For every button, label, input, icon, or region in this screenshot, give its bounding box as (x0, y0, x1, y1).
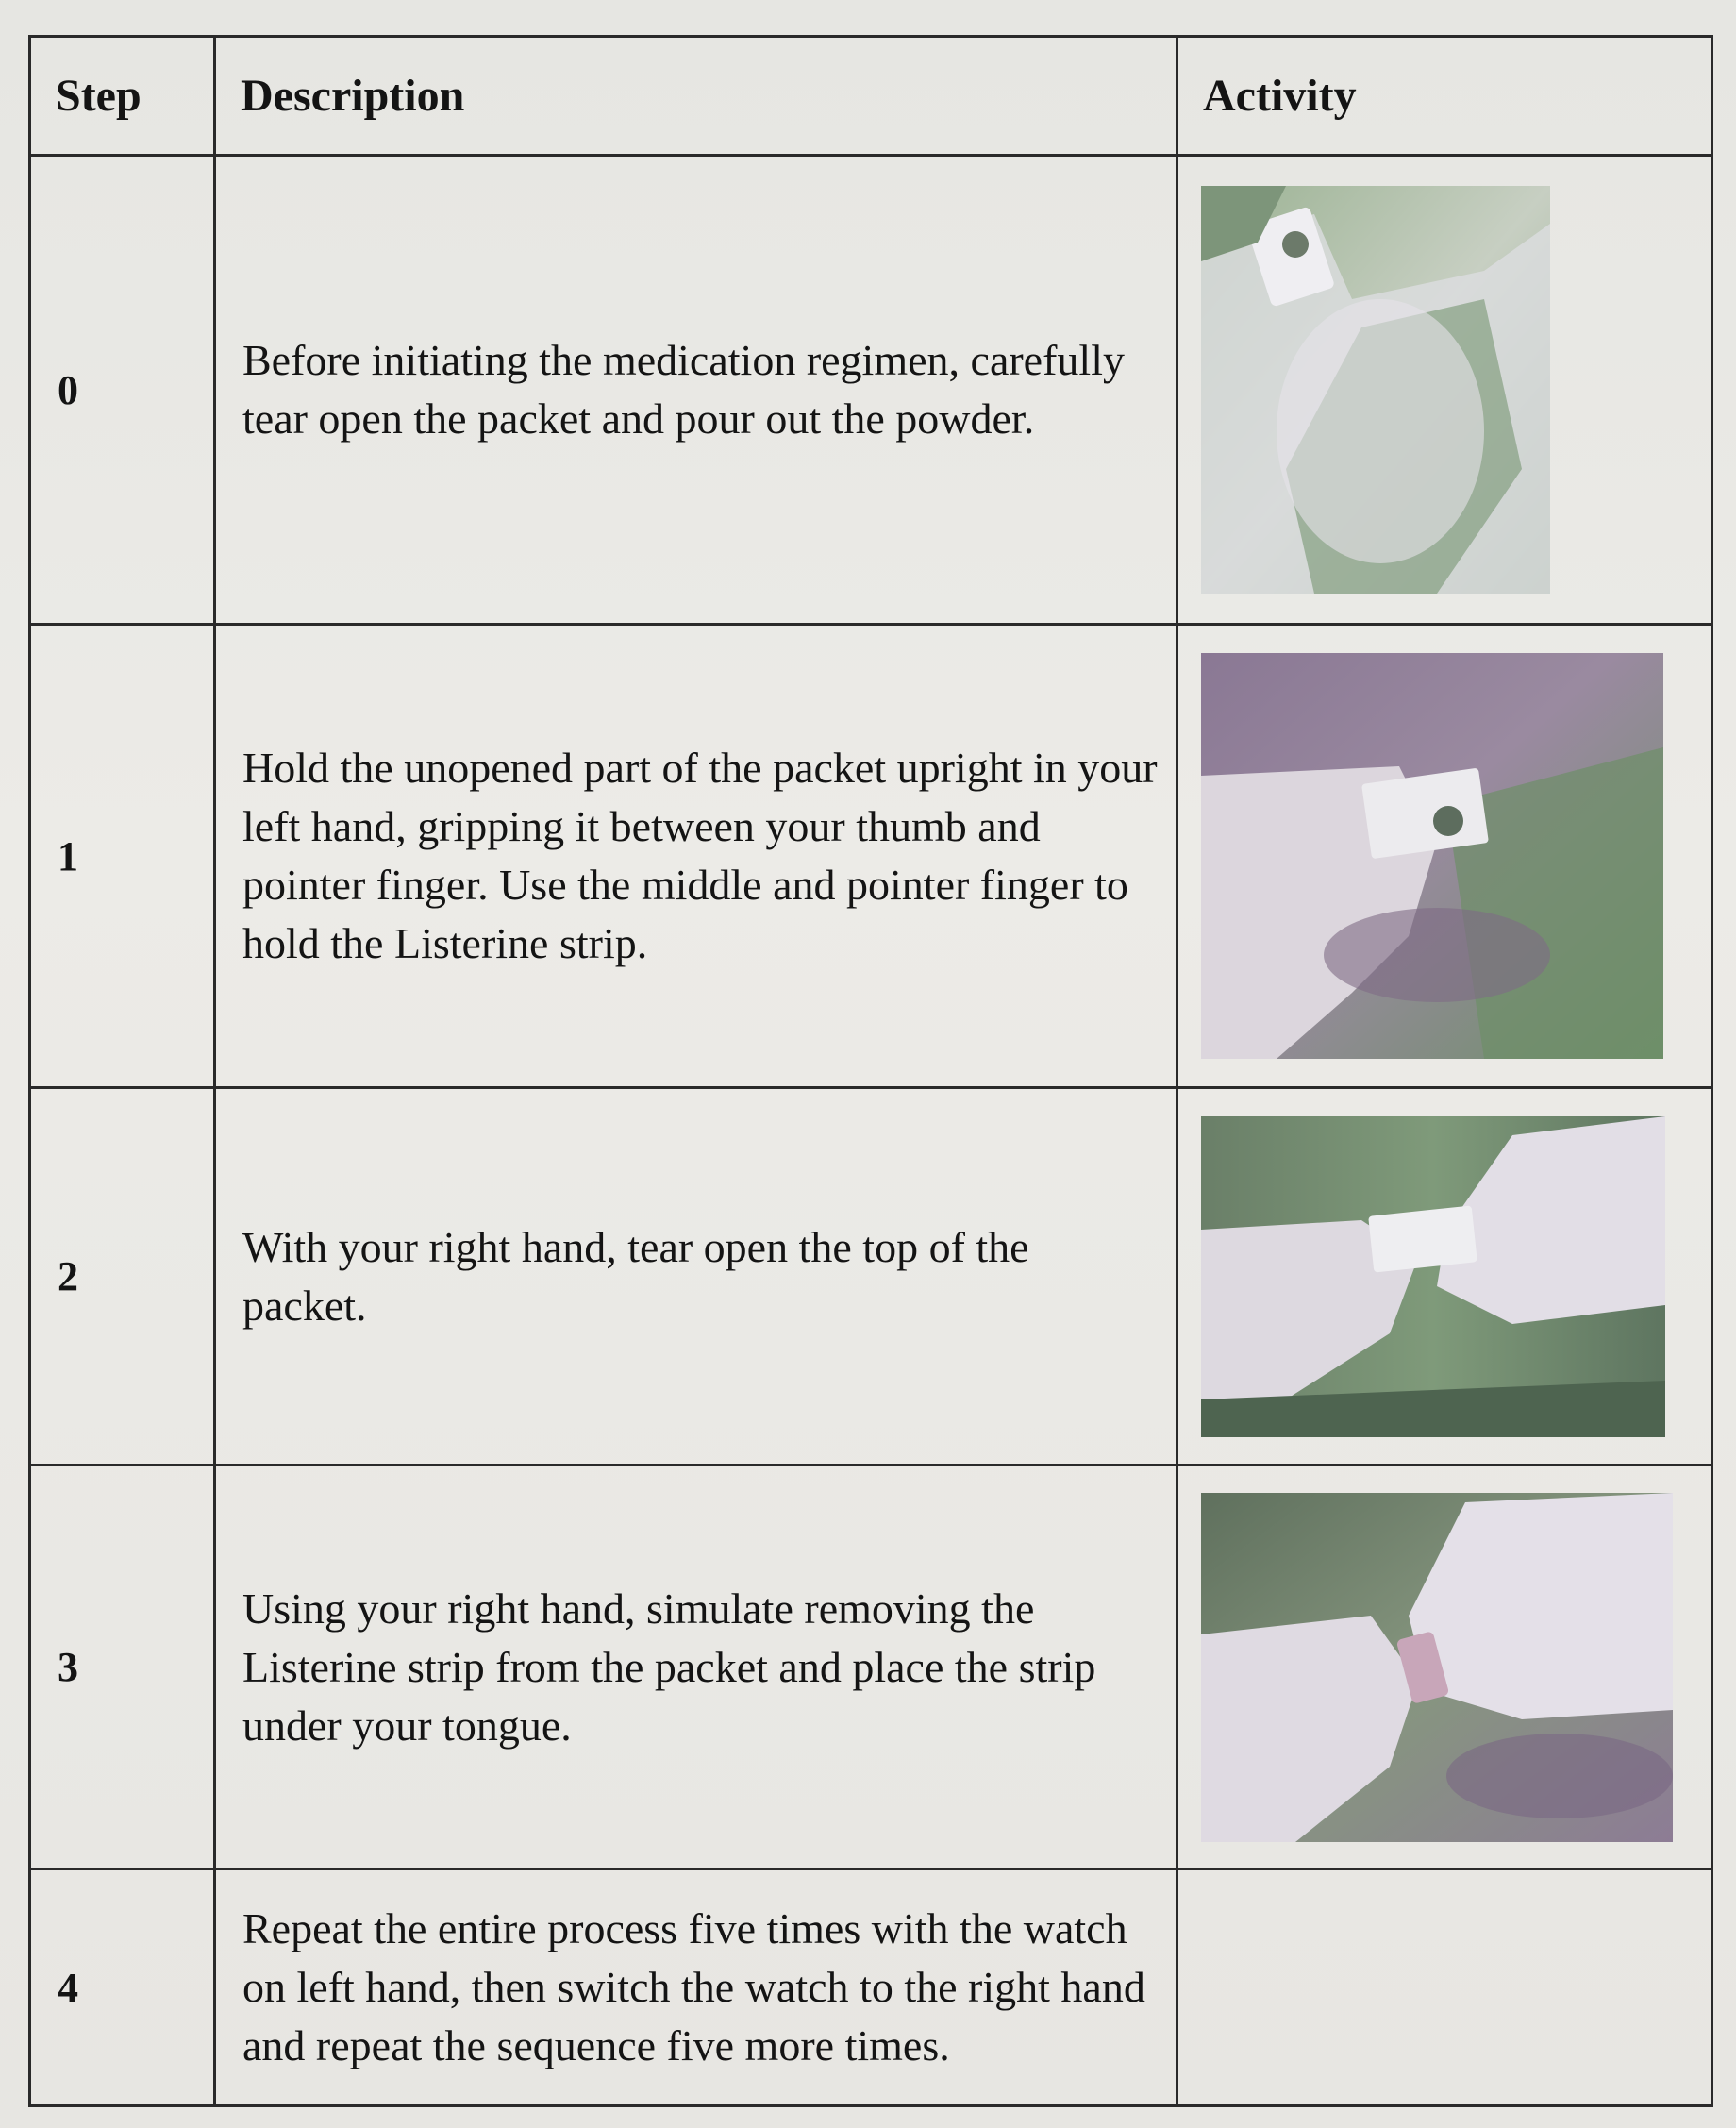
step-description: With your right hand, tear open the top of the packet. (215, 1088, 1177, 1466)
table-row (30, 1466, 1712, 1869)
table-row (30, 156, 1712, 625)
step-number: 1 (30, 625, 215, 1088)
step-number: 4 (30, 1869, 215, 2106)
header-description: Description (215, 37, 1177, 156)
activity-cell (1177, 1466, 1712, 1869)
header-activity: Activity (1177, 37, 1712, 156)
step-number: 2 (30, 1088, 215, 1466)
hands-removing-strip-photo (1201, 1493, 1711, 1842)
hand-holding-packet-upright-photo (1201, 653, 1711, 1059)
hands-opening-packet-over-bin-photo (1201, 186, 1711, 594)
step-description: Before initiating the medication regimen, carefully tear open the packet and pour out the powder. (215, 156, 1177, 625)
step-number: 3 (30, 1466, 215, 1869)
table-row (30, 1088, 1712, 1466)
hands-tearing-packet-top-photo (1201, 1116, 1711, 1437)
table-row (30, 625, 1712, 1088)
table-row (30, 1869, 1712, 2106)
instruction-table (28, 35, 1713, 2107)
step-description: Repeat the entire process five times with the watch on left hand, then switch the watch to the right hand and repeat the sequence five more times. (215, 1869, 1177, 2106)
activity-cell (1177, 625, 1712, 1088)
step-number: 0 (30, 156, 215, 625)
step-description: Using your right hand, simulate removing the Listerine strip from the packet and place the strip under your tongue. (215, 1466, 1177, 1869)
header-step: Step (30, 37, 215, 156)
activity-cell (1177, 1088, 1712, 1466)
activity-cell (1177, 156, 1712, 625)
activity-cell-empty (1177, 1869, 1712, 2106)
step-description: Hold the unopened part of the packet upright in your left hand, gripping it between your thumb and pointer finger. Use the middle and pointer finger to hold the Listerine strip. (215, 625, 1177, 1088)
table-header-row (30, 37, 1712, 156)
